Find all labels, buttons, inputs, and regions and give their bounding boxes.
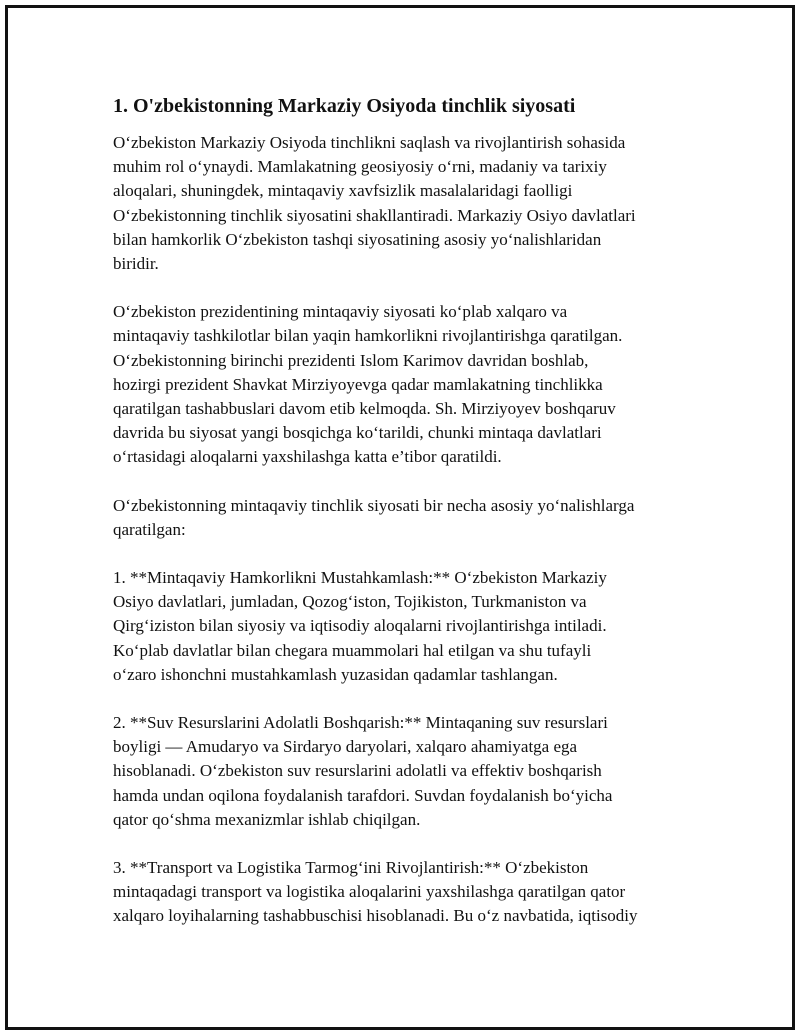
text-line: qaratilgan: — [113, 519, 186, 539]
list-item-water-resources — [113, 711, 703, 832]
text-line: hozirgi prezident Shavkat Mirziyoyevga qadar mamlakatning tinchlikka — [113, 374, 603, 394]
text-line: bilan hamkorlik O‘zbekiston tashqi siyosatining asosiy yo‘nalishlaridan — [113, 229, 602, 249]
paragraph-directions-intro — [113, 494, 703, 542]
text-line: Qirg‘iziston bilan siyosiy va iqtisodiy aloqalarni rivojlantirishga intiladi. — [113, 616, 607, 636]
text-line: muhim rol o‘ynaydi. Mamlakatning geosiyosiy o‘rni, madaniy va tarixiy — [113, 157, 607, 177]
text-line: 1. **Mintaqaviy Hamkorlikni Mustahkamlash:** O‘zbekiston Markaziy — [113, 568, 607, 588]
text-line: xalqaro loyihalarning tashabbuschisi hisoblanadi. Bu o‘z navbatida, iqtisodiy — [113, 906, 638, 926]
text-line: biridir. — [113, 254, 159, 274]
document-title: 1. O'zbekistonning Markaziy Osiyoda tinchlik siyosati — [113, 95, 576, 117]
text-line: O‘zbekiston prezidentining mintaqaviy siyosati ko‘plab xalqaro va — [113, 302, 568, 322]
text-line: qator qo‘shma mexanizmlar ishlab chiqilgan. — [113, 809, 421, 829]
text-line: O‘zbekiston Markaziy Osiyoda tinchlikni saqlash va rivojlantirish sohasida — [113, 133, 626, 152]
text-line: Ko‘plab davlatlar bilan chegara muammolari hal etilgan va shu tufayli — [113, 640, 592, 660]
text-line: qaratilgan tashabbuslari davom etib kelmoqda. Sh. Mirziyoyev boshqaruv — [113, 399, 616, 419]
list-item-regional-cooperation — [113, 566, 703, 687]
text-line: davrida bu siyosat yangi bosqichga ko‘tarildi, chunki mintaqa davlatlari — [113, 423, 602, 443]
text-line: O‘zbekistonning mintaqaviy tinchlik siyosati bir necha asosiy yo‘nalishlarga — [113, 495, 635, 515]
list-item-transport-logistics — [113, 856, 703, 929]
text-line: mintaqadagi transport va logistika aloqalarini yaxshilashga qaratilgan qator — [113, 882, 626, 902]
text-line: hamda undan oqilona foydalanish tarafdori. Suvdan foydalanish bo‘yicha — [113, 785, 613, 805]
document-body — [113, 93, 703, 953]
paragraph-intro — [113, 131, 703, 276]
text-line: aloqalari, shuningdek, mintaqaviy xavfsizlik masalalaridagi faolligi — [113, 181, 573, 201]
text-line: hisoblanadi. O‘zbekiston suv resurslarini adolatli va effektiv boshqarish — [113, 761, 602, 781]
text-line: Osiyo davlatlari, jumladan, Qozog‘iston, Tojikiston, Turkmaniston va — [113, 592, 587, 612]
paragraph-president-policy — [113, 300, 703, 469]
text-line: o‘rtasidagi aloqalarni yaxshilashga katta e’tibor qaratildi. — [113, 447, 502, 467]
text-line: boyligi — Amudaryo va Sirdaryo daryolari, xalqaro ahamiyatga ega — [113, 737, 578, 757]
text-line: O‘zbekistonning tinchlik siyosatini shakllantiradi. Markaziy Osiyo davlatlari — [113, 205, 636, 225]
text-line: o‘zaro ishonchni mustahkamlash yuzasidan qadamlar tashlangan. — [113, 664, 558, 684]
text-line: O‘zbekistonning birinchi prezidenti Islom Karimov davridan boshlab, — [113, 350, 589, 370]
text-line: 3. **Transport va Logistika Tarmog‘ini Rivojlantirish:** O‘zbekiston — [113, 858, 589, 878]
text-line: 2. **Suv Resurslarini Adolatli Boshqarish:** Mintaqaning suv resurslari — [113, 713, 608, 733]
text-line: mintaqaviy tashkilotlar bilan yaqin hamkorlikni rivojlantirishga qaratilgan. — [113, 326, 623, 346]
